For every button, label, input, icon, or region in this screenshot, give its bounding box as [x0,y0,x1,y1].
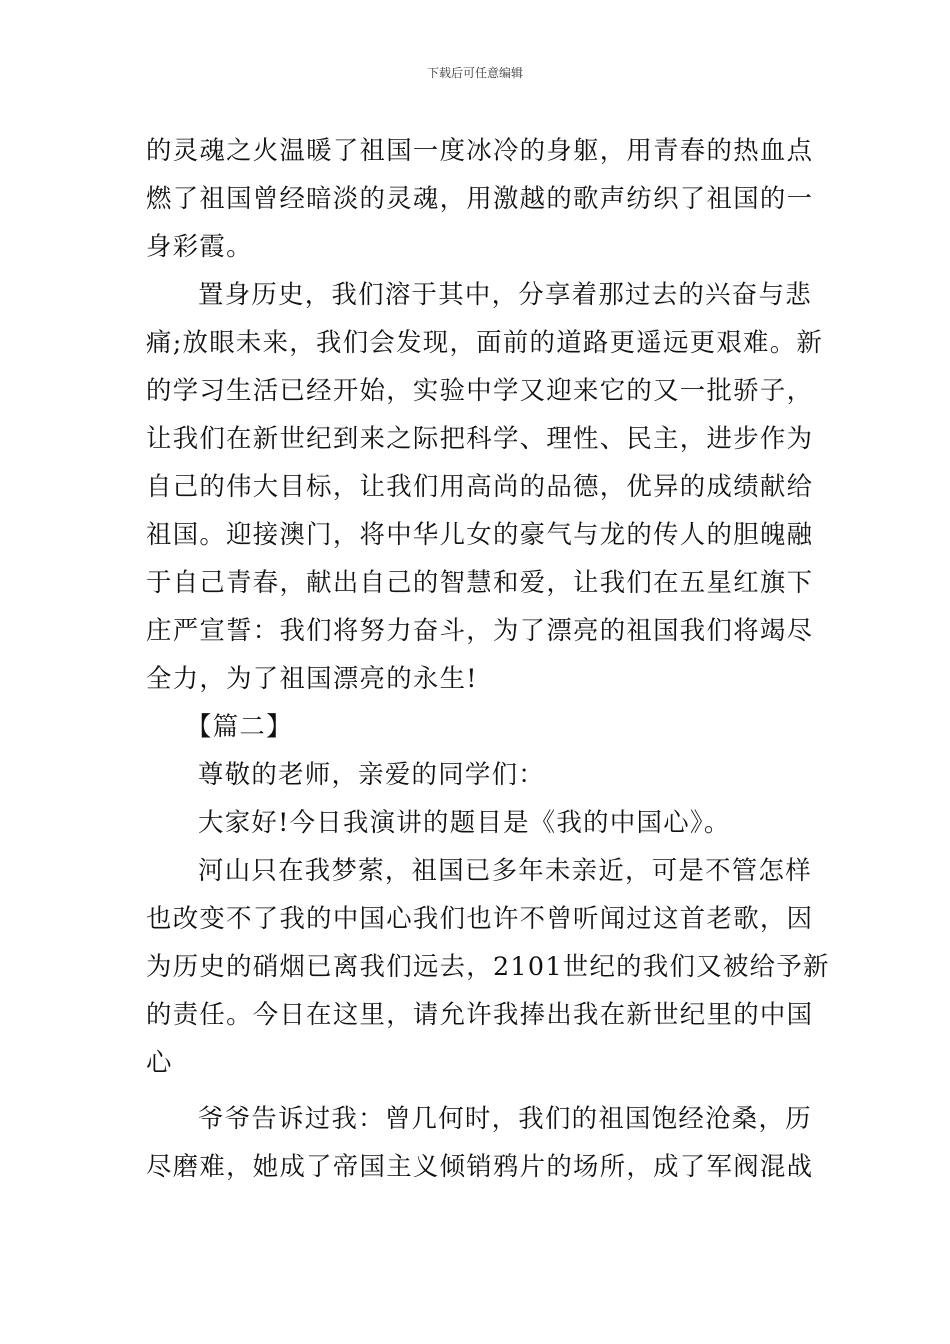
text-line: 痛;放眼未来，我们会发现，面前的道路更遥远更艰难。新 [146,327,824,357]
text-line: 身彩霞。 [146,231,253,261]
text-line: 尊敬的老师，亲爱的同学们： [198,759,545,789]
text-line: 让我们在新世纪到来之际把科学、理性、民主，进步作为 [146,423,814,453]
text-line: 自己的伟大目标，让我们用高尚的品德，优异的成绩献给 [146,471,814,501]
text-line: 祖国。迎接澳门，将中华儿女的豪气与龙的传人的胆魄融 [146,519,814,549]
greeting-line [146,750,808,798]
section-heading [146,702,808,750]
text-line: 于自己青春，献出自己的智慧和爱，让我们在五星红旗下 [146,567,814,597]
text-line: 尽磨难，她成了帝国主义倾销鸦片的场所，成了军阀混战 [146,1151,814,1181]
text-line: 的学习生活已经开始，实验中学又迎来它的又一批骄子， [146,375,814,405]
text-line: 爷爷告诉过我：曾几何时，我们的祖国饱经沧桑，历 [198,1103,812,1133]
text-line: 河山只在我梦萦，祖国已多年未亲近，可是不管怎样 [198,855,812,885]
paragraph-3 [146,846,830,1086]
opening-line [146,798,808,846]
text-line: 全力，为了祖国漂亮的永生! [146,663,478,693]
document-body [146,126,830,1190]
paragraph-4 [146,1094,814,1190]
text-line: 置身历史，我们溶于其中，分享着那过去的兴奋与悲 [198,279,812,309]
paragraph-1 [146,126,814,270]
text-line: 燃了祖国曾经暗淡的灵魂，用激越的歌声纺织了祖国的一 [146,183,814,213]
page-header: 下载后可任意编辑 [426,66,523,80]
text-line: 【篇二】 [186,711,293,741]
text-line: 也改变不了我的中国心我们也许不曾听闻过这首老歌，因 [146,903,814,933]
text-line: 心 [146,1047,173,1077]
text-line: 的责任。今日在这里，请允许我捧出我在新世纪里的中国 [146,999,814,1029]
text-line: 的灵魂之火温暖了祖国一度冰冷的身躯，用青春的热血点 [146,135,814,165]
text-line: 大家好!今日我演讲的题目是《我的中国心》。 [198,807,731,837]
paragraph-2 [146,270,824,702]
text-line: 为历史的硝烟已离我们远去，2101世纪的我们又被给予新 [146,951,830,981]
text-line: 庄严宣誓：我们将努力奋斗，为了漂亮的祖国我们将竭尽 [146,615,814,645]
